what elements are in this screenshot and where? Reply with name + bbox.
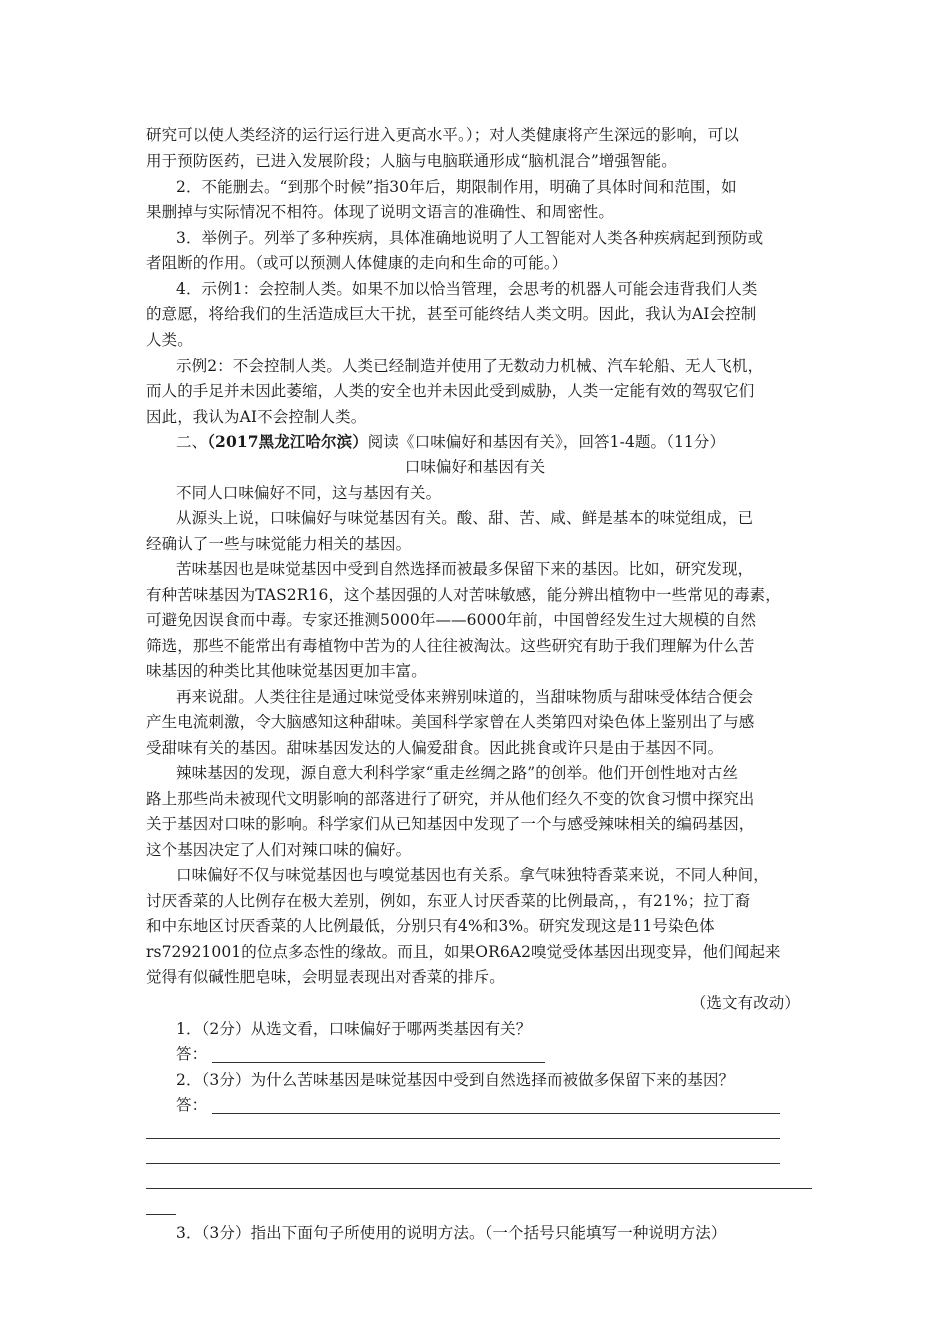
answer-blank-2-line[interactable] [146,1188,812,1189]
article-line: 辣味基因的发现，源自意大利科学家“重走丝绸之路”的创举。他们开创性地对古丝 [176,764,739,782]
article-line: 口味偏好不仅与味觉基因也与嗅觉基因也有关系。拿气味独特香菜来说，不同人种间， [176,866,769,884]
answer-label-2: 答： [176,1096,208,1114]
answer-4: 4．示例1：会控制人类。如果不加以恰当管理，会思考的机器人可能会违背我们人类 [176,280,758,298]
answer-text-line: 者阻断的作用。（或可以预测人体健康的走向和生命的可能。） [146,254,568,272]
question-1: 1．（2分）从选文看，口味偏好于哪两类基因有关？ [176,1020,532,1038]
article-title: 口味偏好和基因有关 [404,458,546,476]
section-2-header [176,431,725,453]
article-line: 不同人口味偏好不同，这与基因有关。 [176,484,442,502]
answer-2: 2．不能删去。“到那个时候”指30年后，期限制作用，明确了具体时间和范围，如 [176,178,737,196]
answer-text-line: 用于预防医药，已进入发展阶段；人脑与电脑联通形成“脑机混合”增强智能。 [146,152,677,170]
article-line: 路上那些尚未被现代文明影响的部落进行了研究，并从他们经久不变的饮食习惯中探究出 [146,790,755,808]
question-3: 3．（3分）指出下面句子所使用的说明方法。（一个括号只能填写一种说明方法） [176,1224,727,1242]
answer-text-line: 的意愿，将给我们的生活造成巨大干扰，甚至可能终结人类文明。因此，我认为AI会控制 [146,305,757,323]
article-line: 再来说甜。人类往往是通过味觉受体来辨别味道的，当甜味物质与甜味受体结合便会 [176,688,754,706]
answer-blank-2-line[interactable] [146,1214,176,1215]
answer-blank-2[interactable] [212,1113,780,1114]
article-line: 这个基因决定了人们对辣口味的偏好。 [146,841,412,859]
answer-label-1: 答： [176,1045,208,1063]
article-line: 筛选，那些不能常出有毒植物中苦为的人往往被淘汰。这些研究有助于我们理解为什么苦 [146,637,755,655]
article-line: 可避免因误食而中毒。专家还推测5000年——6000年前，中国曾经发生过大规模的自然 [146,611,757,629]
answer-text-line: 人类。 [146,331,193,349]
answer-blank-2-line[interactable] [146,1163,780,1164]
article-line: 讨厌香菜的人比例存在极大差别，例如，东亚人讨厌香菜的比例最高，，有21%；拉丁裔 [146,892,751,910]
article-line: 觉得有似碱性肥皂味，会明显表现出对香菜的排斥。 [146,968,505,986]
answer-text-line: 因此，我认为AI不会控制人类。 [146,408,367,426]
article-line: 受甜味有关的基因。甜味基因发达的人偏爱甜食。因此挑食或许只是由于基因不同。 [146,739,724,757]
answer-text-line: 而人的手足并未因此萎缩，人类的安全也并未因此受到威胁，人类一定能有效的驾驭它们 [146,382,755,400]
section-2-source: （2017黑龙江哈尔滨） [207,432,368,451]
article-line: 和中东地区讨厌香菜的人比例最低，分别只有4%和3%。研究发现这是11号染色体 [146,917,715,935]
answer-4-example-2: 示例2：不会控制人类。人类已经制造并使用了无数动力机械、汽车轮船、无人飞机， [176,357,764,375]
answer-3: 3．举例子。列举了多种疾病，具体准确地说明了人工智能对人类各种疾病起到预防或 [176,229,764,247]
question-2: 2．（3分）为什么苦味基因是味觉基因中受到自然选择而被做多保留下来的基因？ [176,1071,735,1089]
article-line: 苦味基因也是味觉基因中受到自然选择而被最多保留下来的基因。比如，研究发现， [176,560,754,578]
article-line: rs72921001的位点多态性的缘故。而且，如果OR6A2嗅觉受体基因出现变异，他们闻起来 [146,943,781,961]
answer-text-line: 果删掉与实际情况不相符。体现了说明文语言的准确性、和周密性。 [146,203,615,221]
article-line: 味基因的种类比其他味觉基因更加丰富。 [146,662,427,680]
article-line: 有种苦味基因为TAS2R16，这个基因强的人对苦味敏感，能分辨出植物中一些常见的毒素， [146,586,781,604]
answer-blank-1[interactable] [212,1062,545,1063]
source-note: （选文有改动） [690,994,800,1012]
article-line: 关于基因对口味的影响。科学家们从已知基因中发现了一个与感受辣味相关的编码基因， [146,815,755,833]
article-line: 产生电流刺激，令大脑感知这种甜味。美国科学家曾在人类第四对染色体上鉴别出了与感 [146,713,755,731]
answer-blank-2-line[interactable] [146,1138,780,1139]
section-2-instruction: 阅读《口味偏好和基因有关》，回答1-4题。（11分） [367,433,726,451]
article-line: 经确认了一些与味觉能力相关的基因。 [146,535,412,553]
article-line: 从源头上说，口味偏好与味觉基因有关。酸、甜、苦、咸、鲜是基本的味觉组成，已 [176,509,754,527]
section-2-prefix: 二、 [176,433,208,451]
answer-text-line: 研究可以使人类经济的运行运行进入更高水平。）；对人类健康将产生深远的影响，可以 [146,126,739,144]
